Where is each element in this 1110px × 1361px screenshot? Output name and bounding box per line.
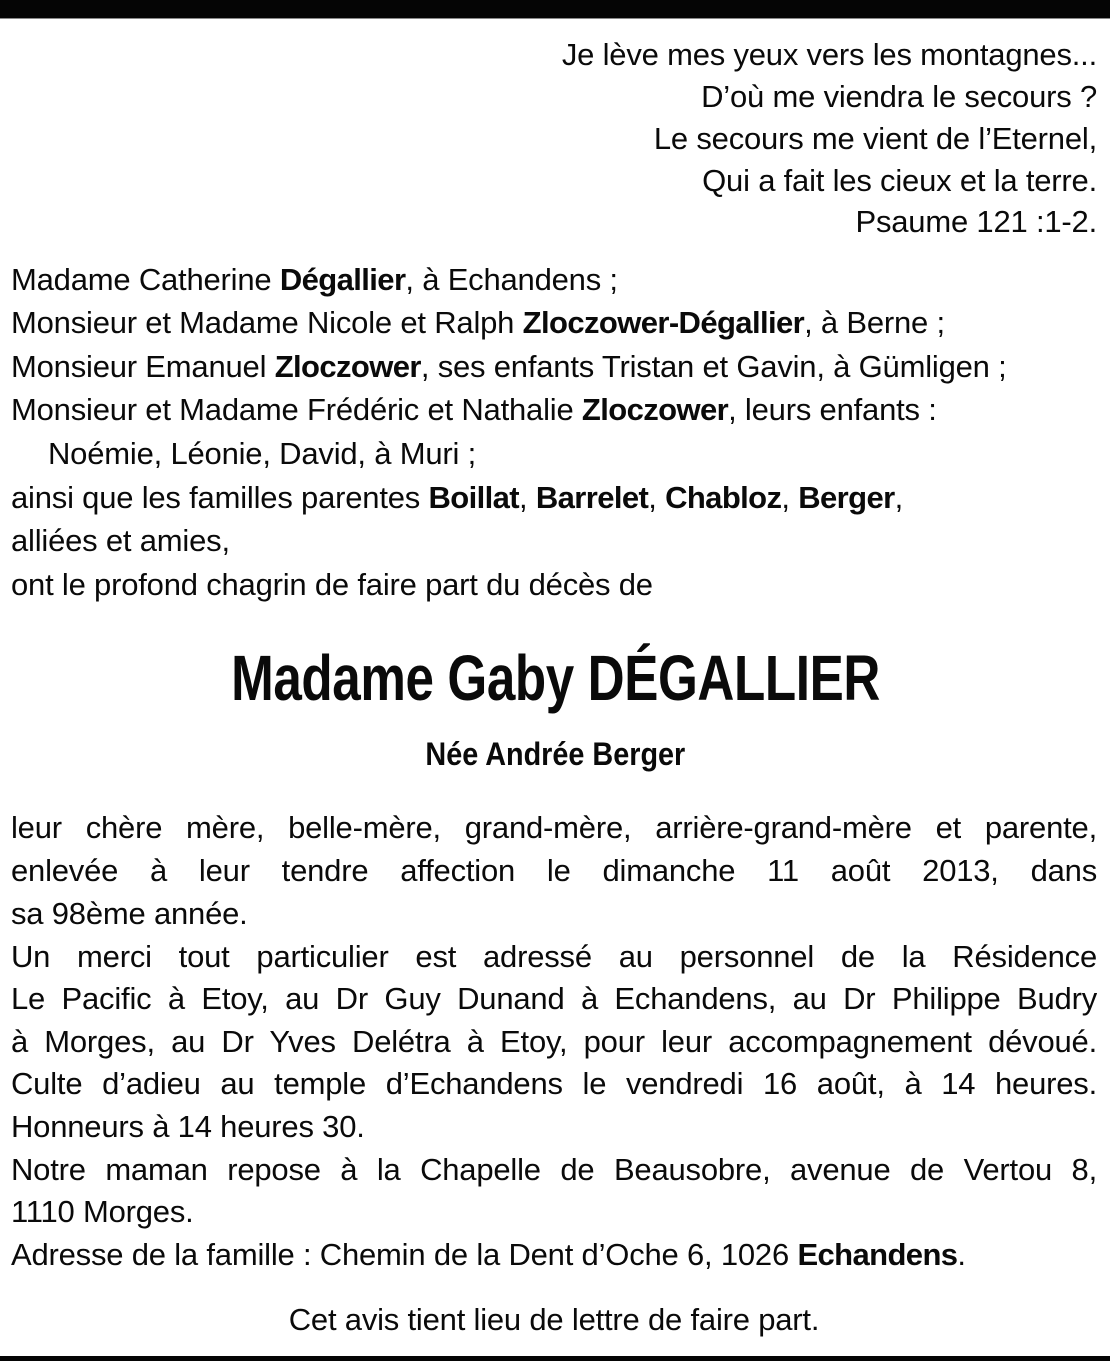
family-line-children: Noémie, Léonie, David, à Muri ; (48, 436, 476, 471)
surname: Chabloz (665, 480, 782, 515)
maiden-name-text: Née Andrée Berger (425, 736, 685, 772)
body-line: enlevée à leur tendre affection le dimanche 11 août 2013, dans (11, 853, 1097, 888)
surname: Zloczower (274, 349, 421, 384)
body-line: Notre maman repose à la Chapelle de Beausobre, avenue de Vertou 8, (11, 1152, 1097, 1187)
text-segment: ainsi que les familles parentes (11, 480, 429, 515)
psalm-line: Je lève mes yeux vers les montagnes... (561, 37, 1097, 72)
surname: Boillat (428, 480, 520, 515)
body-line: leur chère mère, belle-mère, grand-mère, arrière-grand-mère et parente, (11, 810, 1097, 845)
family-line (11, 388, 1097, 432)
surname: Berger (798, 480, 895, 515)
family-address (11, 1233, 1097, 1277)
family-line-relatives (11, 476, 1097, 520)
deceased-name (0, 640, 1110, 716)
text-segment: Monsieur et Madame Nicole et Ralph (11, 305, 523, 340)
text-segment: Adresse de la famille : Chemin de la Dent d’Oche 6, 1026 (11, 1237, 798, 1272)
surname: Barrelet (535, 480, 649, 515)
text-segment: , leurs enfants : (728, 392, 937, 427)
body-line: 1110 Morges. (11, 1194, 194, 1229)
maiden-name (0, 732, 1110, 776)
family-line (11, 258, 1097, 302)
psalm-line: D’où me viendra le secours ? (701, 79, 1097, 114)
family-line (11, 301, 1097, 345)
town-name: Echandens (797, 1237, 958, 1272)
text-segment: , (648, 480, 666, 515)
closing-note: Cet avis tient lieu de lettre de faire part. (288, 1302, 820, 1337)
text-segment: , ses enfants Tristan et Gavin, à Gümligen ; (420, 349, 1007, 384)
text-segment: , (781, 480, 799, 515)
top-border-rule (0, 0, 1110, 18)
bottom-border-rule (0, 1356, 1110, 1361)
body-line: Un merci tout particulier est adressé au personnel de la Résidence (11, 939, 1097, 974)
body-line: sa 98ème année. (11, 896, 248, 931)
family-line: ont le profond chagrin de faire part du décès de (11, 567, 653, 602)
text-segment: , à Echandens ; (405, 262, 618, 297)
family-line: alliées et amies, (11, 523, 230, 558)
deceased-name-text: Madame Gaby DÉGALLIER (230, 642, 880, 714)
surname: Dégallier (279, 262, 406, 297)
text-segment: Madame Catherine (11, 262, 280, 297)
text-segment: Monsieur Emanuel (11, 349, 275, 384)
psalm-reference: Psaume 121 :1-2. (855, 204, 1097, 239)
body-line: à Morges, au Dr Yves Delétra à Etoy, pour leur accompagnement dévoué. (11, 1024, 1097, 1059)
body-line: Honneurs à 14 heures 30. (11, 1109, 365, 1144)
psalm-line: Le secours me vient de l’Eternel, (653, 121, 1097, 156)
text-segment: Monsieur et Madame Frédéric et Nathalie (11, 392, 582, 427)
text-segment: , (894, 480, 904, 515)
text-segment: . (957, 1237, 966, 1272)
body-line: Culte d’adieu au temple d’Echandens le vendredi 16 août, à 14 heures. (11, 1066, 1097, 1101)
text-segment: , (519, 480, 536, 515)
body-line: Le Pacific à Etoy, au Dr Guy Dunand à Echandens, au Dr Philippe Budry (11, 981, 1097, 1016)
surname: Zloczower-Dégallier (522, 305, 805, 340)
surname: Zloczower (581, 392, 729, 427)
text-segment: , à Berne ; (804, 305, 945, 340)
psalm-line: Qui a fait les cieux et la terre. (702, 163, 1097, 198)
family-line (11, 345, 1097, 389)
